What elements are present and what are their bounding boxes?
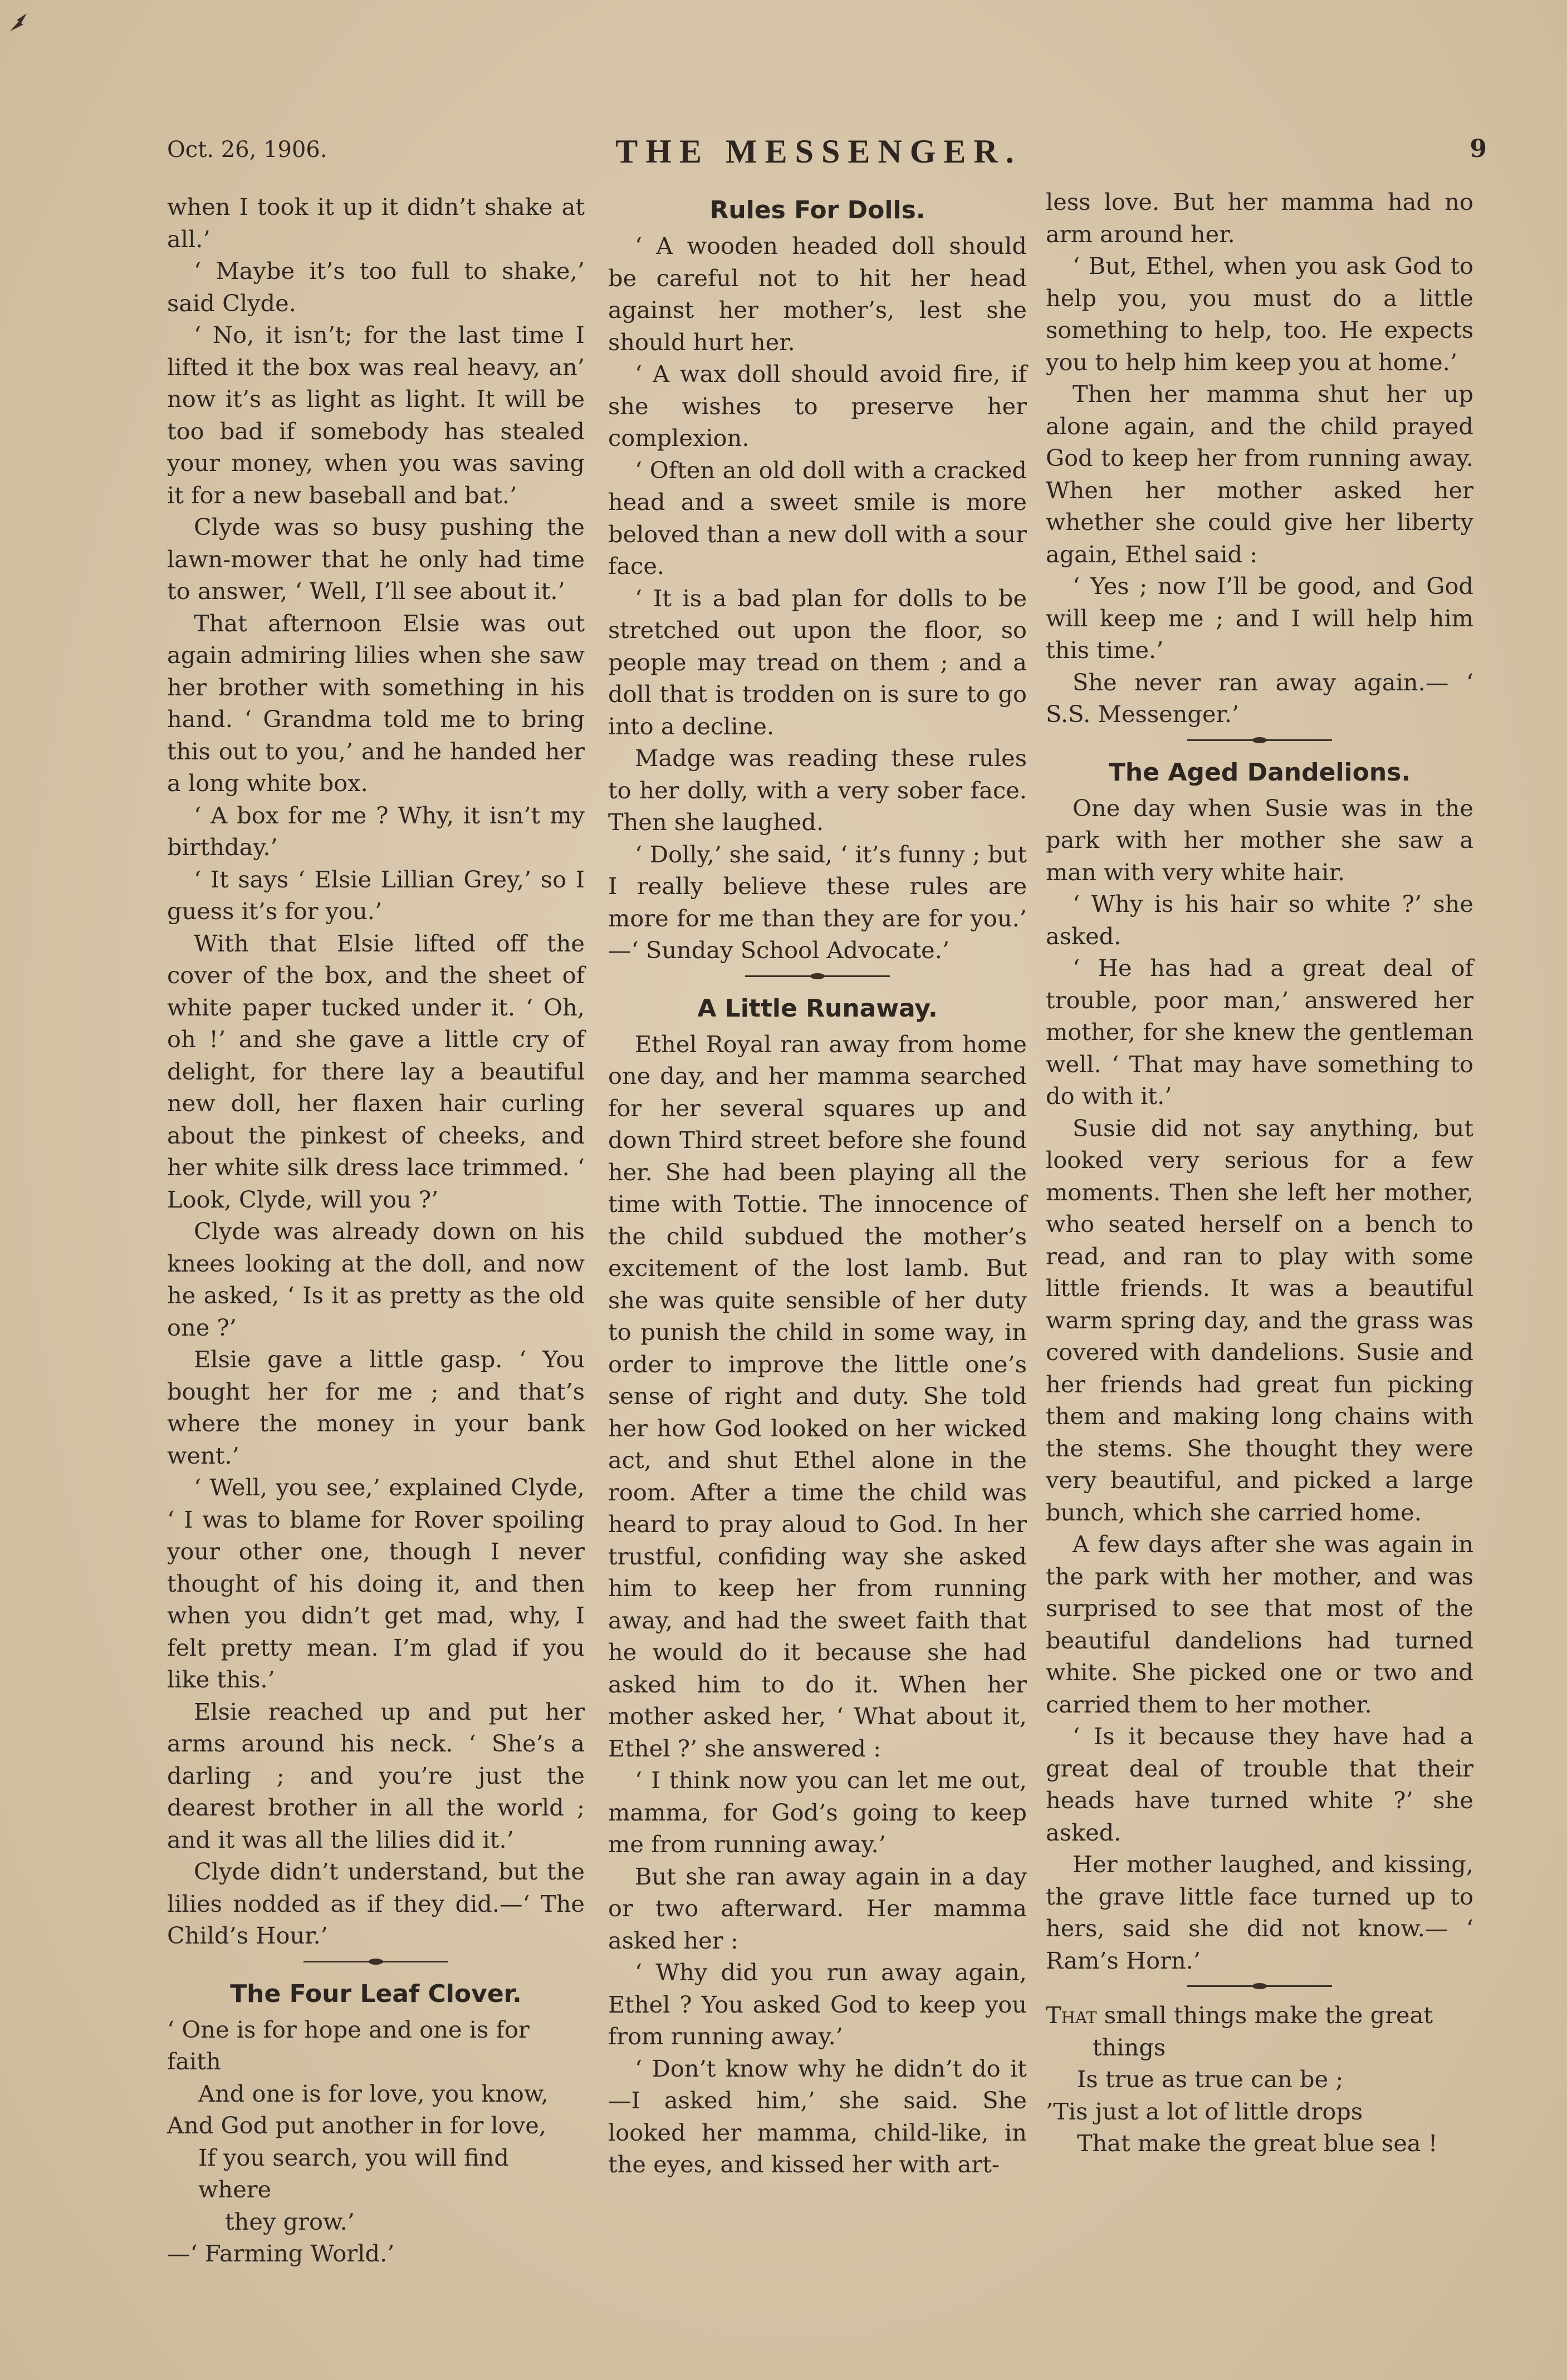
story-paragraph: ‘ He has had a great deal of trouble, poor man,’ answered her mother, for she knew the gentleman well. ‘ That may have something to do with it.’: [1046, 954, 1473, 1110]
page-header: [167, 133, 1487, 171]
column-1: [167, 191, 585, 2270]
story-paragraph: ‘ It is a bad plan for dolls to be stretched out upon the floor, so people may tread on them ; and a doll that is trodden on is sure to go into a decline.: [608, 584, 1027, 740]
poem-line: ‘ One is for hope and one is for faith: [167, 2015, 530, 2075]
poem-line-text: small things make the great: [1104, 2001, 1433, 2029]
story-paragraph: Elsie gave a little gasp. ‘ You bought her for me ; and that’s where the money in your bank went.’: [167, 1346, 585, 1469]
poem-line: they grow.’: [225, 2207, 355, 2235]
story-paragraph: ‘ It says ‘ Elsie Lillian Grey,’ so I guess it’s for you.’: [167, 865, 585, 925]
poem-line: And one is for love, you know,: [198, 2079, 549, 2107]
column-2: [608, 191, 1027, 2181]
story-paragraph: Clyde was so busy pushing the lawn-mower that he only had time to answer, ‘ Well, I’ll see about it.’: [167, 513, 585, 605]
story-paragraph: Clyde was already down on his knees looking at the doll, and now he asked, ‘ Is it as pretty as the old one ?’: [167, 1218, 585, 1341]
story-paragraph: One day when Susie was in the park with her mother she saw a man with very white hair.: [1046, 794, 1473, 886]
poem-line: Is true as true can be ;: [1077, 2065, 1344, 2093]
poem-line: things: [1093, 2033, 1166, 2061]
poem-lead-word: That: [1046, 2001, 1097, 2029]
poem-line: And God put another in for love,: [167, 2112, 546, 2139]
poem-line: That make the great blue sea !: [1077, 2129, 1438, 2157]
story-paragraph: ‘ A box for me ? Why, it isn’t my birthday.’: [167, 801, 585, 861]
article-title-dolls: Rules For Dolls.: [709, 196, 925, 224]
story-paragraph: ‘ But, Ethel, when you ask God to help you, you must do a little something to help, too. He expects you to help him keep you at home.’: [1046, 252, 1473, 376]
story-paragraph: But she ran away again in a day or two afterward. Her mamma asked her :: [608, 1862, 1027, 1954]
story-paragraph: ‘ Don’t know why he didn’t do it —I asked him,’ she said. She looked her mamma, child-like, in the eyes, and kissed her with art-: [608, 2054, 1027, 2178]
story-paragraph: less love. But her mamma had no arm around her.: [1046, 188, 1473, 248]
story-paragraph: Then her mamma shut her up alone again, and the child prayed God to keep her from running away. When her mother asked her whether she could give her liberty again, Ethel said :: [1046, 380, 1473, 568]
story-paragraph: Susie did not say anything, but looked very serious for a few moments. Then she left her mother, who seated herself on a bench to read, and ran to play with some little friends. It was a beautiful warm spring day, and the grass was covered with dandelions. Susie and her friends had great fun picking them and making long chains with the stems. She thought they were very beautiful, and picked a large bunch, which she carried home.: [1046, 1114, 1473, 1526]
story-paragraph: Clyde didn’t understand, but the lilies nodded as if they did.—‘ The Child’s Hour.’: [167, 1858, 585, 1949]
story-paragraph: ‘ No, it isn’t; for the last time I lifted it the box was real heavy, an’ now it’s as light as light. It will be too bad if somebody has stealed your money, when you was saving it for a new baseball and bat.’: [167, 321, 585, 509]
story-paragraph: ‘ A wooden headed doll should be careful not to hit her head against her mother’s, lest she should hurt her.: [608, 232, 1027, 356]
story-paragraph: ‘ A wax doll should avoid fire, if she wishes to preserve her complexion.: [608, 360, 1027, 452]
poem-source: —‘ Farming World.’: [167, 2240, 395, 2267]
page-number: 9: [1470, 135, 1487, 163]
story-paragraph: ‘ I think now you can let me out, mamma, for God’s going to keep me from running away.’: [608, 1766, 1027, 1858]
column-3: [1046, 186, 1473, 2160]
article-title-clover: The Four Leaf Clover.: [230, 1979, 522, 2008]
story-paragraph: A few days after she was again in the park with her mother, and was surprised to see that most of the beautiful dandelions had turned white. She picked one or two and carried them to her mother.: [1046, 1530, 1473, 1718]
poem-line: ’Tis just a lot of little drops: [1046, 2097, 1363, 2125]
story-paragraph: ‘ Well, you see,’ explained Clyde, ‘ I was to blame for Rover spoiling your other one, though I never thought of his doing it, and then when you didn’t get mad, why, I felt pretty mean. I’m glad if you like this.’: [167, 1474, 585, 1693]
section-divider: [1187, 739, 1332, 741]
story-paragraph: With that Elsie lifted off the cover of the box, and the sheet of white paper tucked under it. ‘ Oh, oh !’ and she gave a little cry of delight, for there lay a beautiful new doll, her flaxen hair curling about the pinkest of cheeks, and her white silk dress lace trimmed. ‘ Look, Clyde, will you ?’: [167, 929, 585, 1213]
story-paragraph: ‘ Why is his hair so white ?’ she asked.: [1046, 890, 1473, 950]
story-paragraph: She never ran away again.— ‘ S.S. Messenger.’: [1046, 668, 1473, 728]
section-divider: [1187, 1985, 1332, 1987]
story-paragraph: ‘ Why did you run away again, Ethel ? You asked God to keep you from running away.’: [608, 1959, 1027, 2050]
story-paragraph: ‘ Yes ; now I’ll be good, and God will keep me ; and I will help him this time.’: [1046, 572, 1473, 664]
story-paragraph: Elsie reached up and put her arms around his neck. ‘ She’s a darling ; and you’re just the dearest brother in all the world ; and it was all the lilies did it.’: [167, 1697, 585, 1853]
story-paragraph: Her mother laughed, and kissing, the grave little face turned up to hers, said she did not know.— ‘ Ram’s Horn.’: [1046, 1851, 1473, 1974]
poem-line: If you search, you will find where: [198, 2143, 509, 2203]
story-paragraph: ‘ Is it because they have had a great deal of trouble that their heads have turned white ?’ she asked.: [1046, 1723, 1473, 1846]
section-divider: [303, 1961, 448, 1962]
issue-date: Oct. 26, 1906.: [167, 137, 327, 163]
story-paragraph: when I took it up it didn’t shake at all.’: [167, 193, 585, 253]
story-paragraph: ‘ Dolly,’ she said, ‘ it’s funny ; but I really believe these rules are more for me than they are for you.’ —‘ Sunday School Advocate.’: [608, 840, 1027, 964]
story-paragraph: That afternoon Elsie was out again admiring lilies when she saw her brother with something in his hand. ‘ Grandma told me to bring this out to you,’ and he handed her a long white box.: [167, 609, 585, 797]
article-title-dandelions: The Aged Dandelions.: [1108, 758, 1411, 787]
article-title-runaway: A Little Runaway.: [697, 994, 938, 1023]
page-corner-mark: [8, 11, 30, 33]
masthead-title: THE MESSENGER.: [615, 133, 1022, 170]
story-paragraph: Madge was reading these rules to her dolly, with a very sober face. Then she laughed.: [608, 744, 1027, 836]
story-paragraph: Ethel Royal ran away from home one day, and her mamma searched for her several squares up and down Third street before she found her. She had been playing all the time with Tottie. The innocence of the child subdued the mother’s excitement of the lost lamb. But she was quite sensible of her duty to punish the child in some way, in order to improve the little one’s sense of right and duty. She told her how God looked on her wicked act, and shut Ethel alone in the room. After a time the child was heard to pray aloud to God. In her trustful, confiding way she asked him to keep her from running away, and had the sweet faith that he would do it because she had asked him to do it. When her mother asked her, ‘ What about it, Ethel ?’ she answered :: [608, 1030, 1027, 1762]
poem-line: [1046, 1999, 1473, 2031]
section-divider: [745, 975, 890, 977]
story-paragraph: ‘ Often an old doll with a cracked head and a sweet smile is more beloved than a new doll with a sour face.: [608, 456, 1027, 580]
story-paragraph: ‘ Maybe it’s too full to shake,’ said Clyde.: [167, 257, 585, 317]
